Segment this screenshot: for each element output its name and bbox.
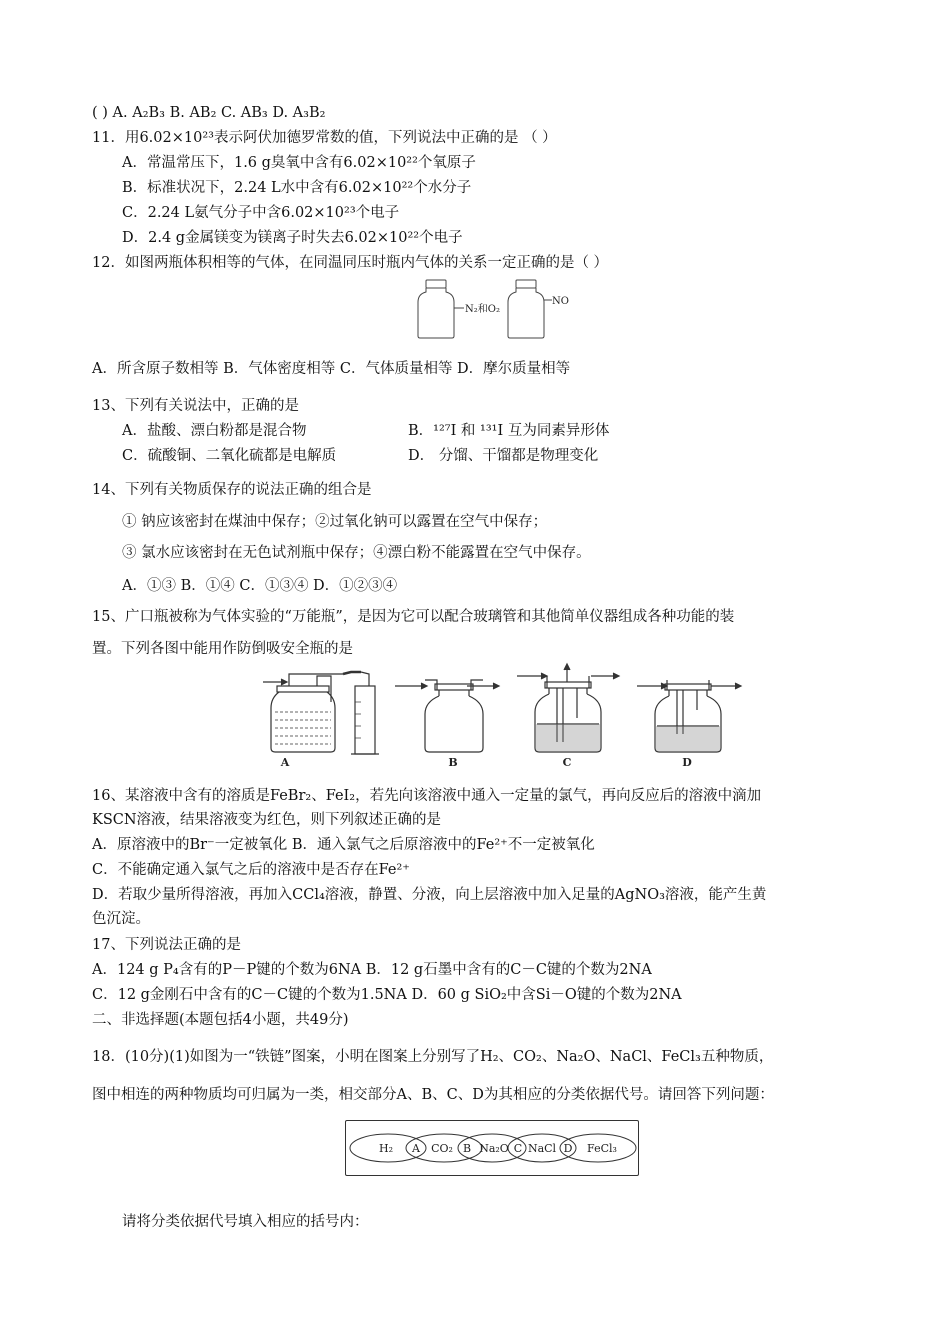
- q17-stem: 17、下列说法正确的是: [92, 937, 241, 953]
- q14-options: A．①③ B．①④ C．①③④ D．①②③④: [122, 578, 398, 594]
- q15-label-b: B: [448, 756, 458, 769]
- q16-line2: KSCN溶液，结果溶液变为红色，则下列叙述正确的是: [92, 812, 442, 828]
- chain-code-b: B: [462, 1142, 472, 1155]
- q13-option-b: B．¹²⁷I 和 ¹³¹I 互为同素异形体: [408, 423, 610, 439]
- q13-option-a: A．盐酸、漂白粉都是混合物: [122, 423, 307, 439]
- q12-stem: 12．如图两瓶体积相等的气体，在同温同压时瓶内气体的关系一定正确的是（ ）: [92, 255, 609, 271]
- q16-option-d-line2: 色沉淀。: [92, 911, 150, 927]
- q16-option-c: C．不能确定通入氯气之后的溶液中是否存在Fe²⁺: [92, 862, 410, 878]
- q15-label-a: A: [280, 756, 290, 769]
- q16-options-ab: A．原溶液中的Br⁻一定被氧化 B．通入氯气之后原溶液中的Fe²⁺不一定被氧化: [92, 837, 595, 853]
- q11-option-c: C．2.24 L氨气分子中含6.02×10²³个电子: [122, 205, 400, 221]
- q13-stem: 13、下列有关说法中，正确的是: [92, 398, 299, 414]
- q11-stem: 11．用6.02×10²³表示阿伏加德罗常数的值，下列说法中正确的是 （ ）: [92, 130, 557, 146]
- q10-options: ( ) A. A₂B₃ B. AB₂ C. AB₃ D. A₃B₂: [92, 105, 326, 121]
- q11-option-d: D．2.4 g金属镁变为镁离子时失去6.02×10²²个电子: [122, 230, 463, 246]
- chain-item-h2: H₂: [378, 1142, 394, 1155]
- q14-line2: ③ 氯水应该密封在无色试剂瓶中保存；④漂白粉不能露置在空气中保存。: [122, 545, 591, 561]
- q16-option-d-line1: D．若取少量所得溶液，再加入CCl₄溶液，静置、分液，向上层溶液中加入足量的AgNO₃溶液，能产生黄: [92, 887, 767, 903]
- iron-chain-figure: [345, 1120, 639, 1176]
- chain-item-fecl3: FeCl₃: [587, 1142, 617, 1155]
- bottle2-label: NO: [552, 296, 569, 307]
- chain-item-nacl: NaCl: [527, 1142, 557, 1155]
- chain-code-d: D: [563, 1142, 573, 1155]
- q15-line1: 15、广口瓶被称为气体实验的“万能瓶”，是因为它可以配合玻璃管和其他简单仪器组成各种功能的装: [92, 609, 735, 625]
- q18-line2: 图中相连的两种物质均可归属为一类，相交部分A、B、C、D为其相应的分类依据代号。请回答下列问题：: [92, 1087, 774, 1103]
- chain-item-co2: CO₂: [431, 1142, 453, 1155]
- q11-option-b: B．标准状况下，2.24 L水中含有6.02×10²²个水分子: [122, 180, 472, 196]
- q17-options-ab: A．124 g P₄含有的P－P键的个数为6NA B．12 g石墨中含有的C－C键的个数为2NA: [92, 962, 652, 978]
- q12-bottles-figure: [410, 278, 570, 340]
- chain-code-c: C: [513, 1142, 523, 1155]
- bottle1-label: N₂和O₂: [465, 304, 500, 315]
- q16-line1: 16、某溶液中含有的溶质是FeBr₂、FeI₂，若先向该溶液中通入一定量的氯气，再向反应后的溶液中滴加: [92, 788, 762, 804]
- chain-item-na2o: Na₂O: [479, 1142, 509, 1155]
- q14-stem: 14、下列有关物质保存的说法正确的组合是: [92, 482, 372, 498]
- q14-line1: ① 钠应该密封在煤油中保存；②过氧化钠可以露置在空气中保存；: [122, 514, 548, 530]
- q11-option-a: A．常温常压下，1.6 g臭氧中含有6.02×10²²个氧原子: [122, 155, 476, 171]
- q12-options: A．所含原子数相等 B．气体密度相等 C．气体质量相等 D．摩尔质量相等: [92, 361, 571, 377]
- q18-line1: 18．(10分)(1)如图为一“铁链”图案，小明在图案上分别写了H₂、CO₂、Na₂O、NaCl、FeCl₃五种物质，: [92, 1049, 774, 1065]
- chain-code-a: A: [412, 1142, 420, 1155]
- q15-label-d: D: [682, 756, 692, 769]
- q15-label-c: C: [562, 756, 572, 769]
- q13-option-c: C．硫酸铜、二氧化硫都是电解质: [122, 448, 337, 464]
- section2-heading: 二、非选择题(本题包括4小题，共49分): [92, 1012, 349, 1028]
- q13-option-d: D． 分馏、干馏都是物理变化: [408, 448, 599, 464]
- q15-line2: 置。下列各图中能用作防倒吸安全瓶的是: [92, 641, 353, 657]
- q18-instruction: 请将分类依据代号填入相应的括号内：: [122, 1214, 369, 1230]
- q15-apparatus-figure: [245, 662, 745, 770]
- q17-options-cd: C．12 g金刚石中含有的C－C键的个数为1.5NA D．60 g SiO₂中含Si－O键的个数为2NA: [92, 987, 682, 1003]
